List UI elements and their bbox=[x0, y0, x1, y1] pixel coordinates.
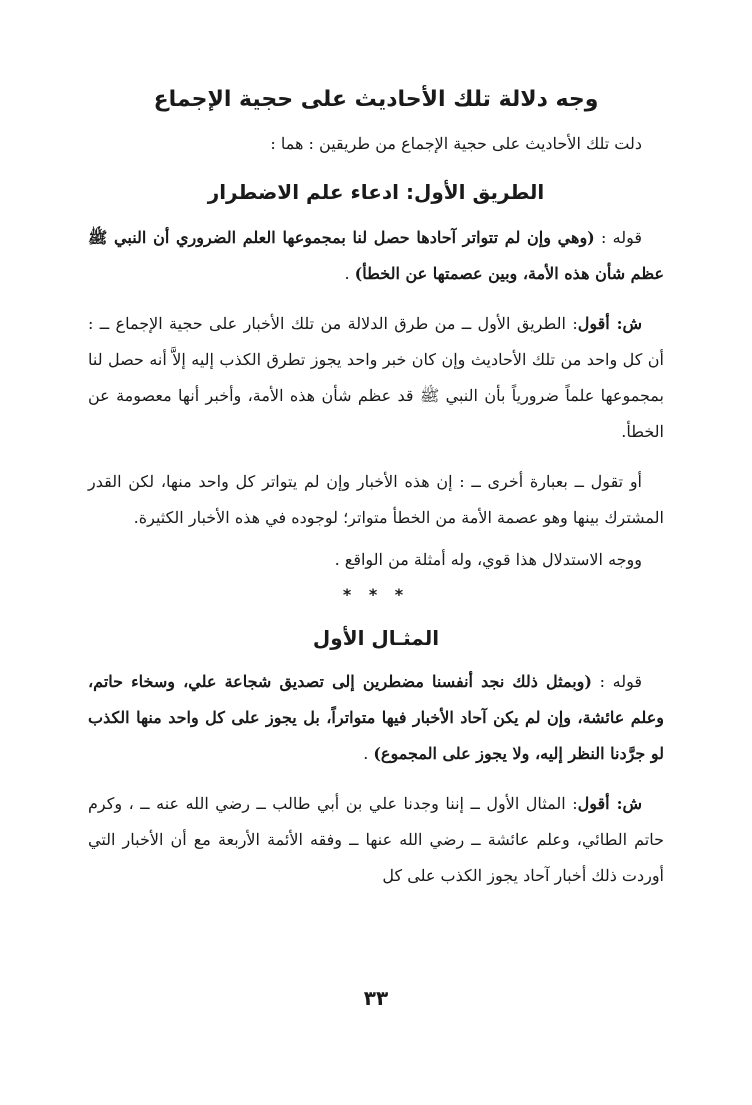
explanation1-text: : الطريق الأول ــ من طرق الدلالة من تلك الأخبار على حجية الإجماع ــ : أن كل واحد من تلك الأحاديث وإن كان خبر واحد يجوز تطرق الكذب إليه إلاَّ أنه حصل لنا بمجموعها علماً ضرورياً بأن النبي ﷺ قد عظم شأن هذه الأمة، وأخبر أنها معصومة عن الخطأ. bbox=[88, 314, 664, 441]
section2-heading: المثـال الأول bbox=[312, 626, 440, 650]
explanation2-lead-aqul: أقول bbox=[577, 794, 610, 813]
quote2-lead: قوله : bbox=[591, 672, 642, 691]
quote2-end: . bbox=[363, 744, 374, 763]
main-heading: وجه دلالة تلك الأحاديث على حجية الإجماع bbox=[153, 87, 599, 112]
page-content bbox=[88, 78, 664, 894]
intro-paragraph: دلت تلك الأحاديث على حجية الإجماع من طريقين : هما : bbox=[270, 134, 642, 153]
quote2-text: (وبمثل ذلك نجد أنفسنا مضطرين إلى تصديق شجاعة علي، وسخاء حاتم، وعلم عائشة، وإن لم يكن آحاد الأخبار فيها متواتراً، بل يجوز على كل واحد منها الكذب لو جرَّدنا النظر إليه، ولا يجوز على المجموع) bbox=[88, 672, 664, 763]
page-number: ٣٣ bbox=[363, 986, 389, 1010]
quote1-paragraph bbox=[88, 220, 664, 292]
explanation2-paragraph bbox=[88, 786, 664, 894]
explanation1-lead-sh: ش: bbox=[609, 314, 643, 333]
quote1-text: (وهي وإن لم تتواتر آحادها حصل لنا بمجموعها العلم الضروري أن النبي ﷺ عظم شأن هذه الأمة، وبين عصمتها عن الخطأ) bbox=[88, 228, 664, 283]
explanation1-paragraph bbox=[88, 306, 664, 450]
quote2-paragraph bbox=[88, 664, 664, 772]
explanation2-text: : المثال الأول ــ إننا وجدنا علي بن أبي طالب ــ رضي الله عنه ــ ، وكرم حاتم الطائي، وعلم عائشة ــ رضي الله عنها ــ وفقه الأئمة الأربعة مع أن الأخبار التي أوردت ذلك أخبار آحاد يجوز الكذب على كل bbox=[88, 794, 664, 885]
quote1-lead: قوله : bbox=[594, 228, 643, 247]
paragraph2: أو تقول ــ بعبارة أخرى ــ : إن هذه الأخبار وإن لم يتواتر كل واحد منها، لكن القدر المشترك بينها وهو عصمة الأمة من الخطأ متواتر؛ لوجوده في هذه الأخبار الكثيرة. bbox=[88, 472, 664, 527]
quote1-end: . bbox=[344, 264, 355, 283]
paragraph3: ووجه الاستدلال هذا قوي، وله أمثلة من الواقع . bbox=[334, 550, 642, 569]
explanation2-lead-sh: ش: bbox=[609, 794, 643, 813]
explanation1-lead-aqul: أقول bbox=[577, 314, 610, 333]
section-separator: * * * bbox=[342, 585, 410, 604]
section1-heading: الطريق الأول: ادعاء علم الاضطرار bbox=[207, 180, 545, 204]
